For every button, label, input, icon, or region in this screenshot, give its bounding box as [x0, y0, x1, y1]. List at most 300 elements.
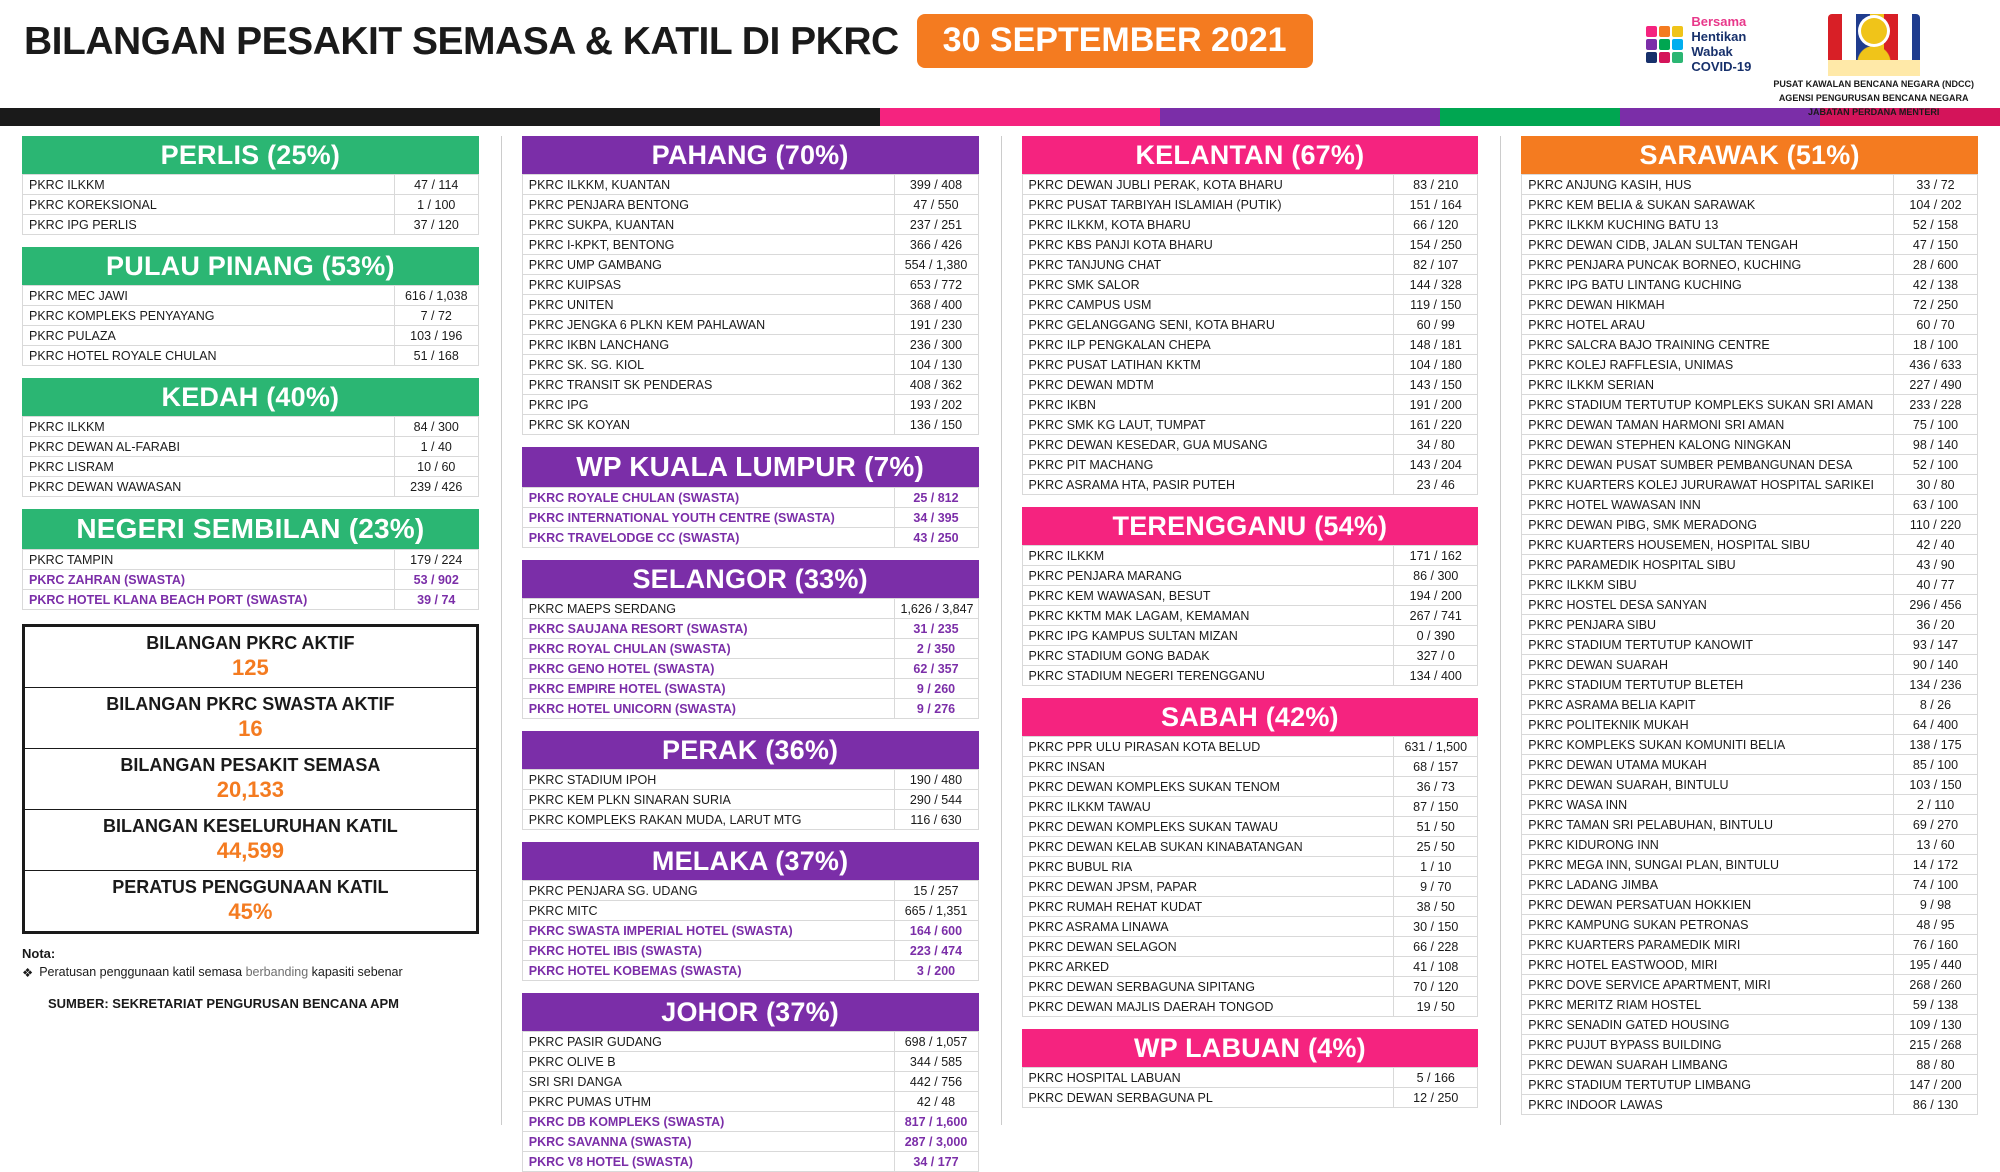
state-block — [522, 731, 979, 830]
table-row — [522, 790, 978, 810]
facility-name: PKRC RUMAH REHAT KUDAT — [1022, 897, 1394, 917]
table-row — [1022, 335, 1478, 355]
table-row — [522, 175, 978, 195]
facility-name: PKRC LISRAM — [23, 457, 395, 477]
color-bar-segment — [1160, 108, 1440, 126]
patients-over-beds: 51 / 168 — [394, 346, 478, 366]
patients-over-beds: 47 / 150 — [1894, 235, 1978, 255]
patients-over-beds: 368 / 400 — [894, 295, 978, 315]
facility-name: PKRC PIT MACHANG — [1022, 455, 1394, 475]
state-header: KELANTAN (67%) — [1022, 136, 1479, 174]
summary-value: 16 — [238, 716, 263, 741]
facility-name: PKRC IKBN LANCHANG — [522, 335, 894, 355]
facility-name: PKRC GELANGGANG SENI, KOTA BHARU — [1022, 315, 1394, 335]
table-row — [522, 1032, 978, 1052]
table-row — [522, 295, 978, 315]
state-columns — [0, 126, 2000, 1169]
state-block — [1022, 507, 1479, 686]
patients-over-beds: 43 / 250 — [894, 528, 978, 548]
patients-over-beds: 110 / 220 — [1894, 515, 1978, 535]
facility-name: PKRC ROYAL CHULAN (SWASTA) — [522, 639, 894, 659]
facility-name: PKRC TRANSIT SK PENDERAS — [522, 375, 894, 395]
table-row — [1522, 195, 1978, 215]
facility-name: PKRC SMK KG LAUT, TUMPAT — [1022, 415, 1394, 435]
patients-over-beds: 134 / 236 — [1894, 675, 1978, 695]
patients-over-beds: 68 / 157 — [1394, 757, 1478, 777]
table-row — [1522, 355, 1978, 375]
table-row — [1022, 255, 1478, 275]
facility-table — [1521, 174, 1978, 1115]
state-block — [522, 447, 979, 548]
page-header — [0, 0, 2000, 117]
patients-over-beds: 144 / 328 — [1394, 275, 1478, 295]
table-row — [522, 699, 978, 719]
bersama-hentikan-wabak-logo — [1646, 14, 1751, 74]
table-row — [1022, 455, 1478, 475]
facility-name: PKRC ILKKM TAWAU — [1022, 797, 1394, 817]
facility-table — [522, 880, 979, 981]
facility-name: PKRC TAMAN SRI PELABUHAN, BINTULU — [1522, 815, 1894, 835]
facility-name: PKRC KOMPLEKS PENYAYANG — [23, 306, 395, 326]
state-block — [522, 993, 979, 1172]
summary-value: 44,599 — [216, 838, 285, 863]
facility-name: PKRC ASRAMA BELIA KAPIT — [1522, 695, 1894, 715]
logo-line-1: Bersama — [1691, 14, 1747, 29]
table-row — [1522, 915, 1978, 935]
table-row — [522, 1112, 978, 1132]
patients-over-beds: 154 / 250 — [1394, 235, 1478, 255]
state-block — [22, 247, 479, 366]
patients-over-beds: 195 / 440 — [1894, 955, 1978, 975]
patients-over-beds: 191 / 230 — [894, 315, 978, 335]
facility-name: PKRC STADIUM IPOH — [522, 770, 894, 790]
table-row — [1522, 275, 1978, 295]
table-row — [1022, 606, 1478, 626]
summary-value: 45% — [228, 899, 273, 924]
facility-name: PKRC PARAMEDIK HOSPITAL SIBU — [1522, 555, 1894, 575]
facility-name: PKRC DOVE SERVICE APARTMENT, MIRI — [1522, 975, 1894, 995]
facility-name: PKRC HOTEL ROYALE CHULAN — [23, 346, 395, 366]
facility-name: PKRC STADIUM TERTUTUP KANOWIT — [1522, 635, 1894, 655]
facility-name: PKRC DEWAN SUARAH — [1522, 655, 1894, 675]
patients-over-beds: 344 / 585 — [894, 1052, 978, 1072]
patients-over-beds: 31 / 235 — [894, 619, 978, 639]
facility-name: PKRC DEWAN PIBG, SMK MERADONG — [1522, 515, 1894, 535]
facility-name: PKRC DEWAN KELAB SUKAN KINABATANGAN — [1022, 837, 1394, 857]
patients-over-beds: 43 / 90 — [1894, 555, 1978, 575]
table-row — [1022, 937, 1478, 957]
patients-over-beds: 25 / 812 — [894, 488, 978, 508]
patients-over-beds: 215 / 268 — [1894, 1035, 1978, 1055]
facility-name: PKRC GENO HOTEL (SWASTA) — [522, 659, 894, 679]
table-row — [1522, 735, 1978, 755]
table-row — [23, 195, 479, 215]
patients-over-beds: 41 / 108 — [1394, 957, 1478, 977]
facility-name: PKRC DB KOMPLEKS (SWASTA) — [522, 1112, 894, 1132]
patients-over-beds: 1,626 / 3,847 — [894, 599, 978, 619]
table-row — [522, 1092, 978, 1112]
facility-name: PKRC STADIUM TERTUTUP KOMPLEKS SUKAN SRI AMAN — [1522, 395, 1894, 415]
patients-over-beds: 14 / 172 — [1894, 855, 1978, 875]
table-row — [1022, 1068, 1478, 1088]
state-header: MELAKA (37%) — [522, 842, 979, 880]
table-row — [1522, 175, 1978, 195]
patients-over-beds: 134 / 400 — [1394, 666, 1478, 686]
patients-over-beds: 23 / 46 — [1394, 475, 1478, 495]
table-row — [522, 235, 978, 255]
facility-name: PKRC KUARTERS KOLEJ JURURAWAT HOSPITAL SARIKEI — [1522, 475, 1894, 495]
table-row — [1022, 235, 1478, 255]
patients-over-beds: 84 / 300 — [394, 417, 478, 437]
table-row — [522, 1152, 978, 1172]
facility-name: PKRC ILKKM — [23, 175, 395, 195]
facility-name: PKRC KKTM MAK LAGAM, KEMAMAN — [1022, 606, 1394, 626]
table-row — [522, 619, 978, 639]
table-row — [522, 901, 978, 921]
table-row — [1522, 435, 1978, 455]
facility-name: PKRC MITC — [522, 901, 894, 921]
facility-name: PKRC PULAZA — [23, 326, 395, 346]
table-row — [1522, 675, 1978, 695]
facility-table — [522, 598, 979, 719]
patients-over-beds: 103 / 196 — [394, 326, 478, 346]
column-2 — [501, 136, 979, 1169]
facility-name: PKRC STADIUM TERTUTUP LIMBANG — [1522, 1075, 1894, 1095]
patients-over-beds: 138 / 175 — [1894, 735, 1978, 755]
patients-over-beds: 83 / 210 — [1394, 175, 1478, 195]
patients-over-beds: 64 / 400 — [1894, 715, 1978, 735]
facility-name: PKRC ILKKM, KOTA BHARU — [1022, 215, 1394, 235]
patients-over-beds: 164 / 600 — [894, 921, 978, 941]
facility-name: PKRC KOMPLEKS RAKAN MUDA, LARUT MTG — [522, 810, 894, 830]
patients-over-beds: 179 / 224 — [394, 550, 478, 570]
page-title: BILANGAN PESAKIT SEMASA & KATIL DI PKRC — [24, 20, 899, 63]
patients-over-beds: 88 / 80 — [1894, 1055, 1978, 1075]
facility-name: PKRC KUARTERS PARAMEDIK MIRI — [1522, 935, 1894, 955]
facility-name: PKRC DEWAN JPSM, PAPAR — [1022, 877, 1394, 897]
table-row — [1022, 877, 1478, 897]
facility-name: PKRC IKBN — [1022, 395, 1394, 415]
table-row — [522, 1132, 978, 1152]
facility-name: PKRC ILP PENGKALAN CHEPA — [1022, 335, 1394, 355]
table-row — [23, 550, 479, 570]
patients-over-beds: 12 / 250 — [1394, 1088, 1478, 1108]
table-row — [1522, 315, 1978, 335]
patients-over-beds: 665 / 1,351 — [894, 901, 978, 921]
facility-name: PKRC IPG BATU LINTANG KUCHING — [1522, 275, 1894, 295]
table-row — [522, 770, 978, 790]
facility-name: PKRC SUKPA, KUANTAN — [522, 215, 894, 235]
patients-over-beds: 60 / 70 — [1894, 315, 1978, 335]
facility-name: PKRC HOSTEL DESA SANYAN — [1522, 595, 1894, 615]
patients-over-beds: 75 / 100 — [1894, 415, 1978, 435]
facility-name: PKRC ILKKM KUCHING BATU 13 — [1522, 215, 1894, 235]
table-row — [23, 326, 479, 346]
table-row — [1022, 546, 1478, 566]
facility-name: PKRC TANJUNG CHAT — [1022, 255, 1394, 275]
patients-over-beds: 86 / 130 — [1894, 1095, 1978, 1115]
patients-over-beds: 87 / 150 — [1394, 797, 1478, 817]
table-row — [522, 639, 978, 659]
jata-line-1: PUSAT KAWALAN BENCANA NEGARA (NDCC) — [1773, 79, 1974, 89]
facility-table — [1022, 1067, 1479, 1108]
patients-over-beds: 104 / 202 — [1894, 195, 1978, 215]
nota-line — [22, 965, 479, 980]
jata-line-3: JABATAN PERDANA MENTERI — [1807, 107, 1940, 117]
patients-over-beds: 239 / 426 — [394, 477, 478, 497]
facility-name: PKRC PENJARA SG. UDANG — [522, 881, 894, 901]
patients-over-beds: 194 / 200 — [1394, 586, 1478, 606]
table-row — [522, 488, 978, 508]
table-row — [1522, 615, 1978, 635]
state-block — [522, 136, 979, 435]
summary-label: BILANGAN PKRC AKTIF — [146, 633, 355, 653]
patients-over-beds: 34 / 177 — [894, 1152, 978, 1172]
column-1 — [22, 136, 479, 1125]
facility-table — [522, 174, 979, 435]
table-row — [522, 395, 978, 415]
patients-over-beds: 86 / 300 — [1394, 566, 1478, 586]
summary-value: 20,133 — [216, 777, 285, 802]
facility-name: PKRC SWASTA IMPERIAL HOTEL (SWASTA) — [522, 921, 894, 941]
facility-name: PKRC SMK SALOR — [1022, 275, 1394, 295]
facility-table — [22, 416, 479, 497]
patients-over-beds: 287 / 3,000 — [894, 1132, 978, 1152]
table-row — [1522, 1075, 1978, 1095]
patients-over-beds: 59 / 138 — [1894, 995, 1978, 1015]
patients-over-beds: 143 / 204 — [1394, 455, 1478, 475]
facility-name: PKRC DEWAN CIDB, JALAN SULTAN TENGAH — [1522, 235, 1894, 255]
facility-name: PKRC ARKED — [1022, 957, 1394, 977]
patients-over-beds: 34 / 395 — [894, 508, 978, 528]
facility-name: PKRC LADANG JIMBA — [1522, 875, 1894, 895]
facility-name: PKRC ZAHRAN (SWASTA) — [23, 570, 395, 590]
table-row — [522, 375, 978, 395]
patients-over-beds: 90 / 140 — [1894, 655, 1978, 675]
patients-over-beds: 103 / 150 — [1894, 775, 1978, 795]
patients-over-beds: 653 / 772 — [894, 275, 978, 295]
logo-text — [1691, 14, 1751, 74]
state-block — [1022, 136, 1479, 495]
facility-name: PKRC DEWAN KOMPLEKS SUKAN TENOM — [1022, 777, 1394, 797]
state-block — [1521, 136, 1978, 1115]
facility-name: PKRC INSAN — [1022, 757, 1394, 777]
patients-over-beds: 136 / 150 — [894, 415, 978, 435]
table-row — [1522, 755, 1978, 775]
facility-name: PKRC SAVANNA (SWASTA) — [522, 1132, 894, 1152]
facility-name: PKRC PASIR GUDANG — [522, 1032, 894, 1052]
table-row — [1522, 575, 1978, 595]
patients-over-beds: 98 / 140 — [1894, 435, 1978, 455]
patients-over-beds: 9 / 98 — [1894, 895, 1978, 915]
table-row — [522, 215, 978, 235]
facility-name: PKRC CAMPUS USM — [1022, 295, 1394, 315]
table-row — [1522, 215, 1978, 235]
facility-name: PKRC ILKKM, KUANTAN — [522, 175, 894, 195]
table-row — [522, 255, 978, 275]
facility-name: PKRC KBS PANJI KOTA BHARU — [1022, 235, 1394, 255]
facility-name: PKRC DEWAN TAMAN HARMONI SRI AMAN — [1522, 415, 1894, 435]
summary-row — [25, 627, 476, 688]
patients-over-beds: 191 / 200 — [1394, 395, 1478, 415]
facility-name: PKRC PENJARA SIBU — [1522, 615, 1894, 635]
patients-over-beds: 233 / 228 — [1894, 395, 1978, 415]
table-row — [1022, 797, 1478, 817]
table-row — [522, 881, 978, 901]
facility-name: PKRC STADIUM GONG BADAK — [1022, 646, 1394, 666]
patients-over-beds: 147 / 200 — [1894, 1075, 1978, 1095]
table-row — [1022, 646, 1478, 666]
jata-negara-logo — [1773, 14, 1974, 118]
facility-name: PKRC WASA INN — [1522, 795, 1894, 815]
facility-name: PKRC DEWAN UTAMA MUKAH — [1522, 755, 1894, 775]
table-row — [1522, 935, 1978, 955]
table-row — [1522, 455, 1978, 475]
patients-over-beds: 0 / 390 — [1394, 626, 1478, 646]
facility-name: PKRC ANJUNG KASIH, HUS — [1522, 175, 1894, 195]
table-row — [1022, 435, 1478, 455]
facility-name: PKRC KOREKSIONAL — [23, 195, 395, 215]
facility-name: PKRC V8 HOTEL (SWASTA) — [522, 1152, 894, 1172]
table-row — [23, 437, 479, 457]
facility-name: PKRC DEWAN STEPHEN KALONG NINGKAN — [1522, 435, 1894, 455]
patients-over-beds: 33 / 72 — [1894, 175, 1978, 195]
table-row — [1022, 415, 1478, 435]
patients-over-beds: 63 / 100 — [1894, 495, 1978, 515]
crest-icon — [1828, 14, 1920, 76]
table-row — [1022, 566, 1478, 586]
patients-over-beds: 30 / 150 — [1394, 917, 1478, 937]
patients-over-beds: 28 / 600 — [1894, 255, 1978, 275]
facility-name: PKRC SALCRA BAJO TRAINING CENTRE — [1522, 335, 1894, 355]
patients-over-beds: 631 / 1,500 — [1394, 737, 1478, 757]
logo-line-2: Hentikan — [1691, 29, 1747, 44]
patients-over-beds: 47 / 550 — [894, 195, 978, 215]
facility-name: PKRC KUIPSAS — [522, 275, 894, 295]
summary-row — [25, 688, 476, 749]
table-row — [1522, 415, 1978, 435]
patients-over-beds: 70 / 120 — [1394, 977, 1478, 997]
table-row — [23, 570, 479, 590]
patients-over-beds: 2 / 110 — [1894, 795, 1978, 815]
state-block — [1022, 1029, 1479, 1108]
patients-over-beds: 698 / 1,057 — [894, 1032, 978, 1052]
table-row — [1022, 315, 1478, 335]
facility-name: PKRC MAEPS SERDANG — [522, 599, 894, 619]
patients-over-beds: 39 / 74 — [394, 590, 478, 610]
state-header: WP LABUAN (4%) — [1022, 1029, 1479, 1067]
patients-over-beds: 227 / 490 — [1894, 375, 1978, 395]
patients-over-beds: 237 / 251 — [894, 215, 978, 235]
table-row — [1522, 595, 1978, 615]
facility-name: PKRC POLITEKNIK MUKAH — [1522, 715, 1894, 735]
table-row — [23, 306, 479, 326]
patients-over-beds: 10 / 60 — [394, 457, 478, 477]
patients-over-beds: 69 / 270 — [1894, 815, 1978, 835]
table-row — [522, 275, 978, 295]
patients-over-beds: 51 / 50 — [1394, 817, 1478, 837]
summary-label: BILANGAN KESELURUHAN KATIL — [103, 816, 398, 836]
patients-over-beds: 36 / 20 — [1894, 615, 1978, 635]
state-header: PERLIS (25%) — [22, 136, 479, 174]
facility-table — [22, 285, 479, 366]
table-row — [1522, 335, 1978, 355]
table-row — [1022, 957, 1478, 977]
patients-over-beds: 36 / 73 — [1394, 777, 1478, 797]
table-row — [1022, 275, 1478, 295]
facility-name: PKRC HOTEL ARAU — [1522, 315, 1894, 335]
facility-name: PKRC KEM BELIA & SUKAN SARAWAK — [1522, 195, 1894, 215]
table-row — [1522, 635, 1978, 655]
facility-name: PKRC KAMPUNG SUKAN PETRONAS — [1522, 915, 1894, 935]
facility-table — [1022, 736, 1479, 1017]
facility-name: PKRC JENGKA 6 PLKN KEM PAHLAWAN — [522, 315, 894, 335]
table-row — [1522, 1015, 1978, 1035]
table-row — [1022, 817, 1478, 837]
facility-name: PKRC IPG KAMPUS SULTAN MIZAN — [1022, 626, 1394, 646]
facility-name: PKRC ASRAMA LINAWA — [1022, 917, 1394, 937]
patients-over-beds: 47 / 114 — [394, 175, 478, 195]
table-row — [1022, 837, 1478, 857]
facility-name: PKRC ROYALE CHULAN (SWASTA) — [522, 488, 894, 508]
table-row — [1522, 1095, 1978, 1115]
facility-table — [1022, 545, 1479, 686]
patients-over-beds: 85 / 100 — [1894, 755, 1978, 775]
facility-name: PKRC ILKKM SIBU — [1522, 575, 1894, 595]
facility-name: PKRC DEWAN HIKMAH — [1522, 295, 1894, 315]
table-row — [522, 921, 978, 941]
patients-over-beds: 93 / 147 — [1894, 635, 1978, 655]
facility-name: PKRC PPR ULU PIRASAN KOTA BELUD — [1022, 737, 1394, 757]
logo-line-3: Wabak — [1691, 44, 1733, 59]
patients-over-beds: 151 / 164 — [1394, 195, 1478, 215]
facility-name: PKRC ILKKM — [1022, 546, 1394, 566]
table-row — [522, 415, 978, 435]
facility-table — [22, 174, 479, 235]
state-header: PAHANG (70%) — [522, 136, 979, 174]
table-row — [1022, 215, 1478, 235]
state-header: PULAU PINANG (53%) — [22, 247, 479, 285]
facility-table — [522, 769, 979, 830]
summary-row — [25, 871, 476, 931]
table-row — [1522, 835, 1978, 855]
nota-text: Peratusan penggunaan katil semasa berbanding kapasiti sebenar — [39, 965, 403, 979]
summary-row — [25, 810, 476, 871]
facility-name: PKRC DEWAN AL-FARABI — [23, 437, 395, 457]
facility-name: PKRC KEM WAWASAN, BESUT — [1022, 586, 1394, 606]
patients-over-beds: 30 / 80 — [1894, 475, 1978, 495]
facility-name: PKRC MERITZ RIAM HOSTEL — [1522, 995, 1894, 1015]
state-header: TERENGGANU (54%) — [1022, 507, 1479, 545]
facility-name: PKRC INDOOR LAWAS — [1522, 1095, 1894, 1115]
color-bar-segment — [880, 108, 1160, 126]
patients-over-beds: 37 / 120 — [394, 215, 478, 235]
summary-row — [25, 749, 476, 810]
patients-over-beds: 7 / 72 — [394, 306, 478, 326]
table-row — [1022, 586, 1478, 606]
state-header: KEDAH (40%) — [22, 378, 479, 416]
table-row — [1022, 475, 1478, 495]
table-row — [1522, 795, 1978, 815]
patients-over-beds: 9 / 276 — [894, 699, 978, 719]
table-row — [23, 215, 479, 235]
state-block — [22, 509, 479, 610]
logo-line-4: COVID-19 — [1691, 59, 1752, 74]
nota-title: Nota: — [22, 946, 56, 961]
column-4 — [1500, 136, 1978, 1125]
logo-swatch-grid — [1646, 26, 1683, 63]
state-header: SABAH (42%) — [1022, 698, 1479, 736]
